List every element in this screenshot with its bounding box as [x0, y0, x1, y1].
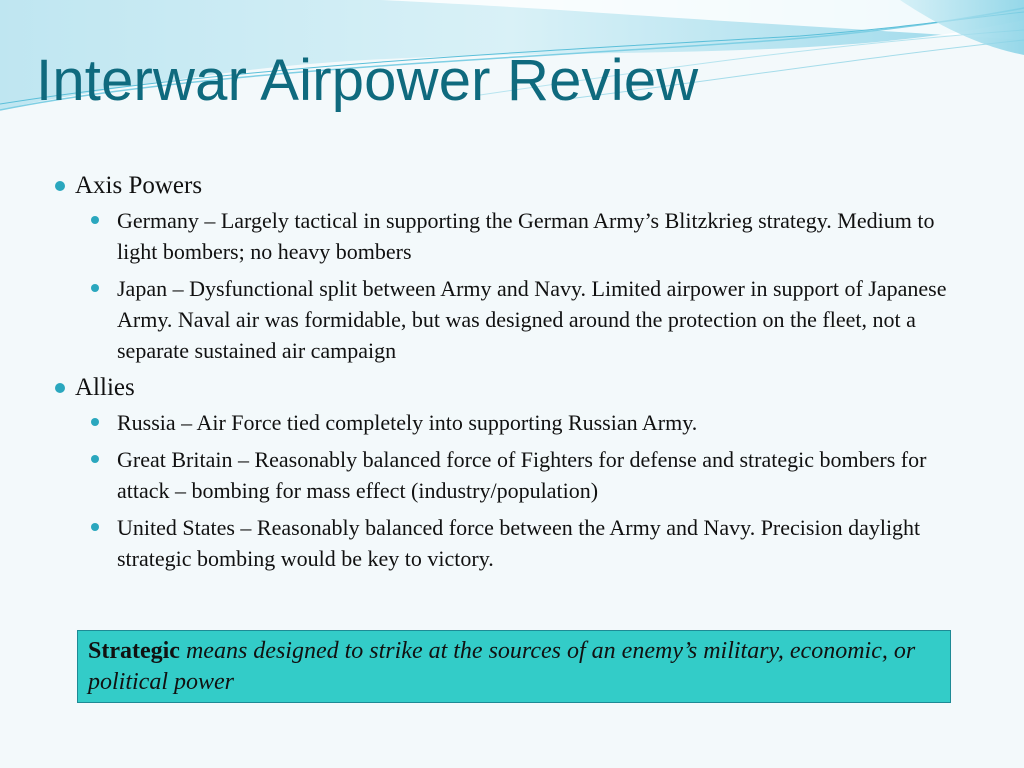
slide-content	[55, 170, 985, 580]
bullet-dot-icon	[91, 216, 99, 224]
bullet-united-states	[55, 512, 972, 574]
bullet-axis-powers	[55, 170, 985, 201]
section-heading: Allies	[75, 374, 135, 401]
slide-title: Interwar Airpower Review	[36, 48, 699, 113]
bullet-dot-icon	[55, 181, 65, 191]
bullet-dot-icon	[91, 418, 99, 426]
section-heading: Axis Powers	[75, 172, 203, 199]
bullet-russia	[55, 407, 972, 438]
bullet-japan	[55, 273, 972, 366]
definition-term: Strategic	[88, 638, 180, 664]
bullet-dot-icon	[91, 455, 99, 463]
bullet-text: Japan – Dysfunctional split between Army and Navy. Limited airpower in support of Japanese Army. Naval air was formidable, but was designed around the protection on the fleet, not a separate sustained air campaign	[117, 276, 947, 363]
bullet-dot-icon	[91, 284, 99, 292]
bullet-text: Russia – Air Force tied completely into supporting Russian Army.	[117, 410, 698, 435]
bullet-great-britain	[55, 444, 972, 506]
definition-box	[77, 630, 951, 703]
bullet-text: United States – Reasonably balanced force between the Army and Navy. Precision daylight strategic bombing would be key to victory.	[117, 515, 921, 571]
bullet-germany	[55, 205, 972, 267]
bullet-allies	[55, 372, 985, 403]
definition-text: means designed to strike at the sources of an enemy’s military, economic, or political power	[88, 638, 916, 695]
bullet-dot-icon	[55, 383, 65, 393]
bullet-text: Great Britain – Reasonably balanced force of Fighters for defense and strategic bombers for attack – bombing for mass effect (industry/population)	[117, 447, 927, 503]
bullet-text: Germany – Largely tactical in supporting the German Army’s Blitzkrieg strategy. Medium to light bombers; no heavy bombers	[117, 208, 935, 264]
bullet-dot-icon	[91, 523, 99, 531]
